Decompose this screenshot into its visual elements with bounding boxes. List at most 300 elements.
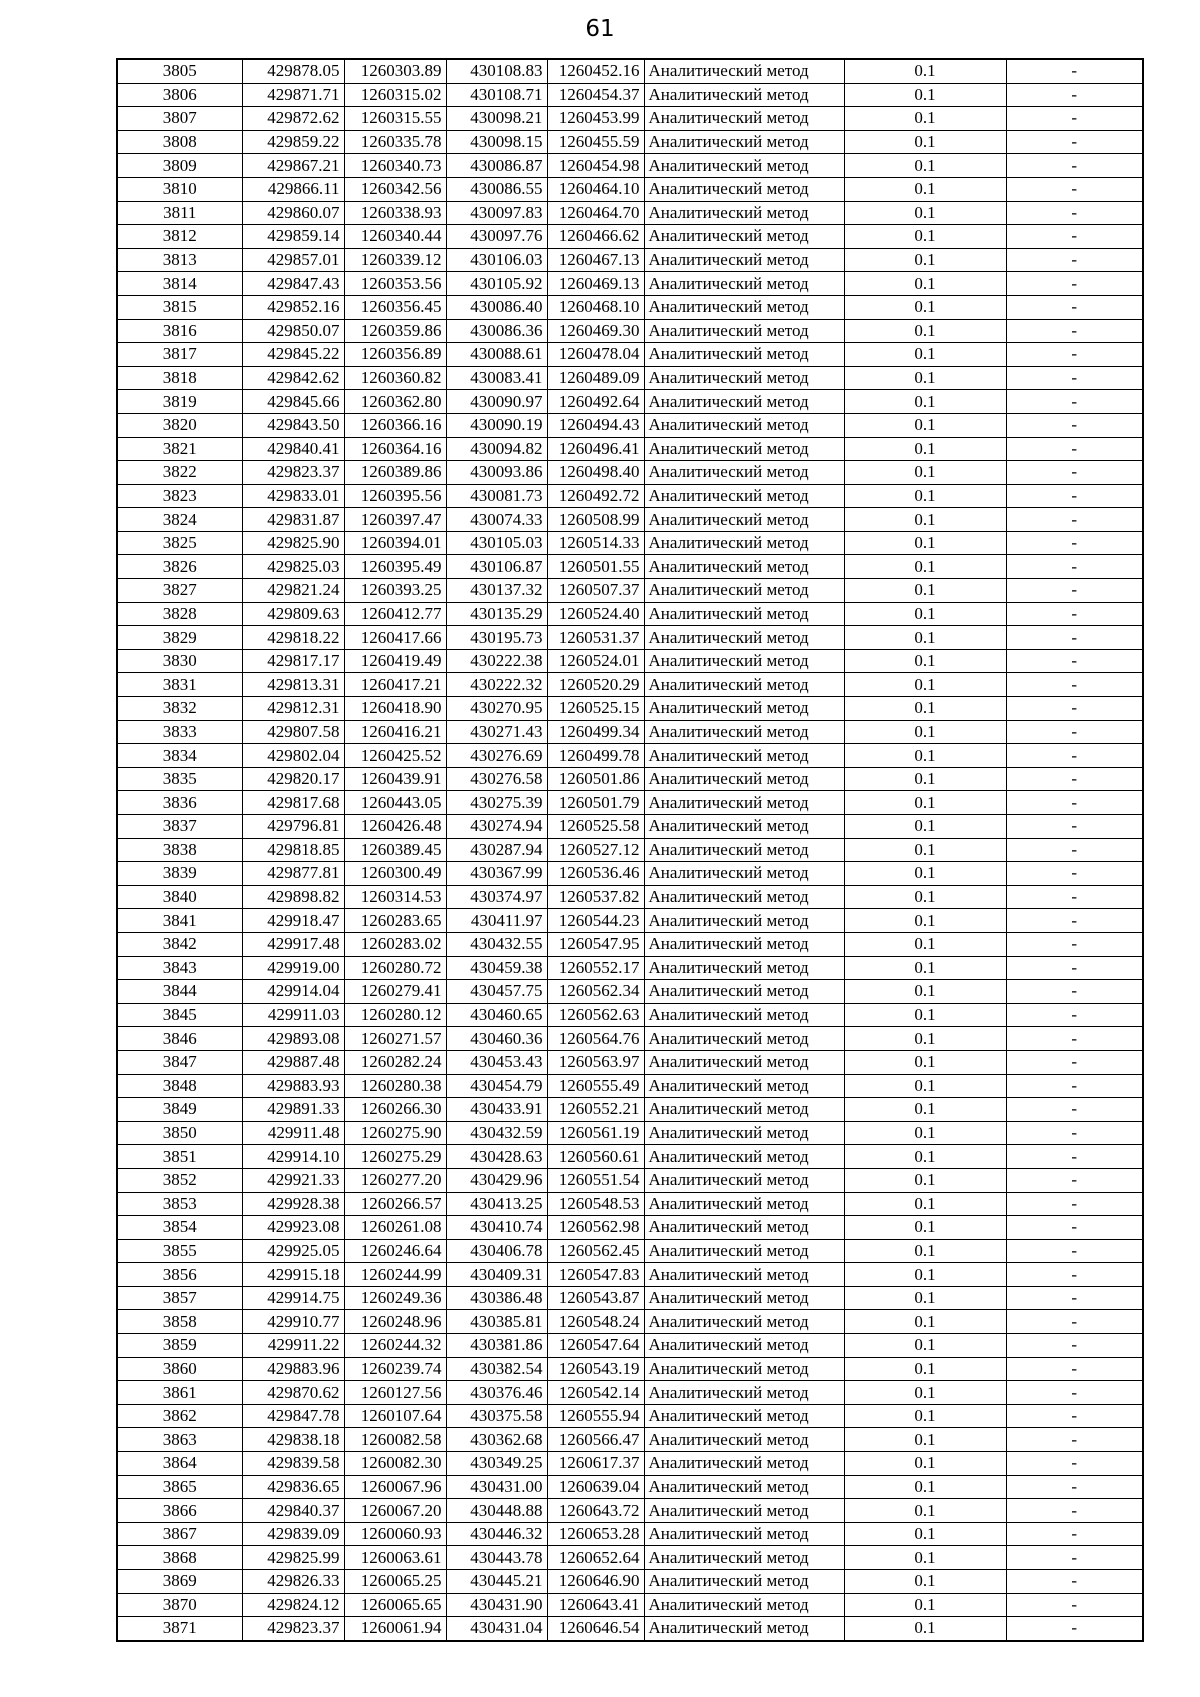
method-cell: Аналитический метод xyxy=(644,508,844,532)
y2-cell: 1260454.37 xyxy=(547,83,644,107)
point-number-cell: 3805 xyxy=(117,59,242,83)
x1-cell: 429919.00 xyxy=(242,956,344,980)
note-cell: - xyxy=(1006,673,1143,697)
table-row xyxy=(117,1074,1143,1098)
y2-cell: 1260646.90 xyxy=(547,1570,644,1594)
y1-cell: 1260275.90 xyxy=(344,1121,446,1145)
table-row xyxy=(117,885,1143,909)
note-cell: - xyxy=(1006,531,1143,555)
point-number-cell: 3817 xyxy=(117,343,242,367)
x1-cell: 429836.65 xyxy=(242,1475,344,1499)
x1-cell: 429911.48 xyxy=(242,1121,344,1145)
method-cell: Аналитический метод xyxy=(644,83,844,107)
x2-cell: 430271.43 xyxy=(446,720,547,744)
x1-cell: 429859.22 xyxy=(242,130,344,154)
y1-cell: 1260277.20 xyxy=(344,1168,446,1192)
y2-cell: 1260466.62 xyxy=(547,225,644,249)
x2-cell: 430275.39 xyxy=(446,791,547,815)
point-number-cell: 3827 xyxy=(117,579,242,603)
point-number-cell: 3851 xyxy=(117,1145,242,1169)
accuracy-cell: 0.1 xyxy=(844,767,1006,791)
y1-cell: 1260303.89 xyxy=(344,59,446,83)
accuracy-cell: 0.1 xyxy=(844,602,1006,626)
table-row xyxy=(117,1381,1143,1405)
table-row xyxy=(117,1239,1143,1263)
x1-cell: 429891.33 xyxy=(242,1098,344,1122)
note-cell: - xyxy=(1006,697,1143,721)
y2-cell: 1260639.04 xyxy=(547,1475,644,1499)
method-cell: Аналитический метод xyxy=(644,720,844,744)
point-number-cell: 3868 xyxy=(117,1546,242,1570)
accuracy-cell: 0.1 xyxy=(844,1499,1006,1523)
method-cell: Аналитический метод xyxy=(644,1570,844,1594)
x1-cell: 429914.04 xyxy=(242,980,344,1004)
point-number-cell: 3819 xyxy=(117,390,242,414)
x2-cell: 430428.63 xyxy=(446,1145,547,1169)
x1-cell: 429867.21 xyxy=(242,154,344,178)
method-cell: Аналитический метод xyxy=(644,295,844,319)
note-cell: - xyxy=(1006,1027,1143,1051)
y2-cell: 1260653.28 xyxy=(547,1522,644,1546)
x1-cell: 429923.08 xyxy=(242,1216,344,1240)
coordinates-table xyxy=(116,58,1144,1642)
method-cell: Аналитический метод xyxy=(644,1286,844,1310)
x2-cell: 430443.78 xyxy=(446,1546,547,1570)
accuracy-cell: 0.1 xyxy=(844,1334,1006,1358)
note-cell: - xyxy=(1006,508,1143,532)
accuracy-cell: 0.1 xyxy=(844,673,1006,697)
y1-cell: 1260300.49 xyxy=(344,862,446,886)
accuracy-cell: 0.1 xyxy=(844,177,1006,201)
x2-cell: 430090.19 xyxy=(446,413,547,437)
y1-cell: 1260239.74 xyxy=(344,1357,446,1381)
point-number-cell: 3842 xyxy=(117,932,242,956)
point-number-cell: 3837 xyxy=(117,815,242,839)
x2-cell: 430086.40 xyxy=(446,295,547,319)
method-cell: Аналитический метод xyxy=(644,1452,844,1476)
point-number-cell: 3808 xyxy=(117,130,242,154)
method-cell: Аналитический метод xyxy=(644,862,844,886)
point-number-cell: 3839 xyxy=(117,862,242,886)
x2-cell: 430094.82 xyxy=(446,437,547,461)
y1-cell: 1260248.96 xyxy=(344,1310,446,1334)
y2-cell: 1260501.79 xyxy=(547,791,644,815)
note-cell: - xyxy=(1006,744,1143,768)
accuracy-cell: 0.1 xyxy=(844,1121,1006,1145)
table-row xyxy=(117,319,1143,343)
point-number-cell: 3858 xyxy=(117,1310,242,1334)
table-row xyxy=(117,107,1143,131)
point-number-cell: 3856 xyxy=(117,1263,242,1287)
x2-cell: 430222.38 xyxy=(446,649,547,673)
table-row xyxy=(117,201,1143,225)
x2-cell: 430446.32 xyxy=(446,1522,547,1546)
y2-cell: 1260492.64 xyxy=(547,390,644,414)
method-cell: Аналитический метод xyxy=(644,390,844,414)
x1-cell: 429813.31 xyxy=(242,673,344,697)
y2-cell: 1260562.45 xyxy=(547,1239,644,1263)
note-cell: - xyxy=(1006,1522,1143,1546)
note-cell: - xyxy=(1006,154,1143,178)
point-number-cell: 3838 xyxy=(117,838,242,862)
method-cell: Аналитический метод xyxy=(644,437,844,461)
y1-cell: 1260360.82 xyxy=(344,366,446,390)
point-number-cell: 3845 xyxy=(117,1003,242,1027)
note-cell: - xyxy=(1006,932,1143,956)
method-cell: Аналитический метод xyxy=(644,1098,844,1122)
x1-cell: 429917.48 xyxy=(242,932,344,956)
note-cell: - xyxy=(1006,1334,1143,1358)
accuracy-cell: 0.1 xyxy=(844,484,1006,508)
x1-cell: 429796.81 xyxy=(242,815,344,839)
y1-cell: 1260271.57 xyxy=(344,1027,446,1051)
note-cell: - xyxy=(1006,1357,1143,1381)
accuracy-cell: 0.1 xyxy=(844,862,1006,886)
x2-cell: 430385.81 xyxy=(446,1310,547,1334)
x1-cell: 429878.05 xyxy=(242,59,344,83)
y1-cell: 1260249.36 xyxy=(344,1286,446,1310)
x1-cell: 429840.41 xyxy=(242,437,344,461)
note-cell: - xyxy=(1006,1050,1143,1074)
x1-cell: 429823.37 xyxy=(242,1617,344,1641)
y2-cell: 1260555.49 xyxy=(547,1074,644,1098)
table-row xyxy=(117,980,1143,1004)
note-cell: - xyxy=(1006,248,1143,272)
x2-cell: 430195.73 xyxy=(446,626,547,650)
y2-cell: 1260520.29 xyxy=(547,673,644,697)
method-cell: Аналитический метод xyxy=(644,1334,844,1358)
accuracy-cell: 0.1 xyxy=(844,154,1006,178)
x1-cell: 429883.93 xyxy=(242,1074,344,1098)
y1-cell: 1260353.56 xyxy=(344,272,446,296)
method-cell: Аналитический метод xyxy=(644,272,844,296)
point-number-cell: 3824 xyxy=(117,508,242,532)
method-cell: Аналитический метод xyxy=(644,932,844,956)
note-cell: - xyxy=(1006,555,1143,579)
method-cell: Аналитический метод xyxy=(644,791,844,815)
method-cell: Аналитический метод xyxy=(644,1499,844,1523)
x2-cell: 430105.92 xyxy=(446,272,547,296)
y2-cell: 1260507.37 xyxy=(547,579,644,603)
y2-cell: 1260552.21 xyxy=(547,1098,644,1122)
x2-cell: 430349.25 xyxy=(446,1452,547,1476)
y1-cell: 1260356.89 xyxy=(344,343,446,367)
table-row xyxy=(117,531,1143,555)
method-cell: Аналитический метод xyxy=(644,1192,844,1216)
table-row xyxy=(117,154,1143,178)
y1-cell: 1260082.30 xyxy=(344,1452,446,1476)
note-cell: - xyxy=(1006,767,1143,791)
y1-cell: 1260065.65 xyxy=(344,1593,446,1617)
method-cell: Аналитический метод xyxy=(644,177,844,201)
y2-cell: 1260508.99 xyxy=(547,508,644,532)
x1-cell: 429839.58 xyxy=(242,1452,344,1476)
point-number-cell: 3847 xyxy=(117,1050,242,1074)
table-row xyxy=(117,1121,1143,1145)
accuracy-cell: 0.1 xyxy=(844,1617,1006,1641)
y2-cell: 1260562.34 xyxy=(547,980,644,1004)
point-number-cell: 3859 xyxy=(117,1334,242,1358)
y2-cell: 1260469.13 xyxy=(547,272,644,296)
method-cell: Аналитический метод xyxy=(644,1381,844,1405)
y2-cell: 1260501.86 xyxy=(547,767,644,791)
accuracy-cell: 0.1 xyxy=(844,1522,1006,1546)
x2-cell: 430086.36 xyxy=(446,319,547,343)
point-number-cell: 3829 xyxy=(117,626,242,650)
y2-cell: 1260547.83 xyxy=(547,1263,644,1287)
y1-cell: 1260340.73 xyxy=(344,154,446,178)
point-number-cell: 3812 xyxy=(117,225,242,249)
x2-cell: 430457.75 xyxy=(446,980,547,1004)
method-cell: Аналитический метод xyxy=(644,1027,844,1051)
method-cell: Аналитический метод xyxy=(644,1357,844,1381)
x1-cell: 429877.81 xyxy=(242,862,344,886)
x2-cell: 430088.61 xyxy=(446,343,547,367)
accuracy-cell: 0.1 xyxy=(844,1546,1006,1570)
x1-cell: 429847.43 xyxy=(242,272,344,296)
y1-cell: 1260342.56 xyxy=(344,177,446,201)
note-cell: - xyxy=(1006,390,1143,414)
method-cell: Аналитический метод xyxy=(644,767,844,791)
accuracy-cell: 0.1 xyxy=(844,225,1006,249)
point-number-cell: 3871 xyxy=(117,1617,242,1641)
y1-cell: 1260338.93 xyxy=(344,201,446,225)
x1-cell: 429825.90 xyxy=(242,531,344,555)
x1-cell: 429839.09 xyxy=(242,1522,344,1546)
x2-cell: 430411.97 xyxy=(446,909,547,933)
table-row xyxy=(117,1357,1143,1381)
y1-cell: 1260067.96 xyxy=(344,1475,446,1499)
note-cell: - xyxy=(1006,1310,1143,1334)
method-cell: Аналитический метод xyxy=(644,1003,844,1027)
accuracy-cell: 0.1 xyxy=(844,461,1006,485)
point-number-cell: 3848 xyxy=(117,1074,242,1098)
point-number-cell: 3820 xyxy=(117,413,242,437)
note-cell: - xyxy=(1006,1192,1143,1216)
point-number-cell: 3818 xyxy=(117,366,242,390)
accuracy-cell: 0.1 xyxy=(844,59,1006,83)
y1-cell: 1260397.47 xyxy=(344,508,446,532)
accuracy-cell: 0.1 xyxy=(844,1452,1006,1476)
x1-cell: 429847.78 xyxy=(242,1404,344,1428)
x2-cell: 430287.94 xyxy=(446,838,547,862)
y1-cell: 1260244.32 xyxy=(344,1334,446,1358)
x2-cell: 430454.79 xyxy=(446,1074,547,1098)
x2-cell: 430409.31 xyxy=(446,1263,547,1287)
point-number-cell: 3813 xyxy=(117,248,242,272)
x2-cell: 430097.76 xyxy=(446,225,547,249)
table-row xyxy=(117,579,1143,603)
y1-cell: 1260283.02 xyxy=(344,932,446,956)
x1-cell: 429860.07 xyxy=(242,201,344,225)
point-number-cell: 3833 xyxy=(117,720,242,744)
accuracy-cell: 0.1 xyxy=(844,248,1006,272)
accuracy-cell: 0.1 xyxy=(844,1286,1006,1310)
accuracy-cell: 0.1 xyxy=(844,1357,1006,1381)
note-cell: - xyxy=(1006,83,1143,107)
method-cell: Аналитический метод xyxy=(644,956,844,980)
x2-cell: 430086.87 xyxy=(446,154,547,178)
x1-cell: 429821.24 xyxy=(242,579,344,603)
y1-cell: 1260426.48 xyxy=(344,815,446,839)
method-cell: Аналитический метод xyxy=(644,744,844,768)
y2-cell: 1260498.40 xyxy=(547,461,644,485)
note-cell: - xyxy=(1006,130,1143,154)
y2-cell: 1260525.15 xyxy=(547,697,644,721)
y2-cell: 1260468.10 xyxy=(547,295,644,319)
table-row xyxy=(117,815,1143,839)
y1-cell: 1260282.24 xyxy=(344,1050,446,1074)
accuracy-cell: 0.1 xyxy=(844,413,1006,437)
method-cell: Аналитический метод xyxy=(644,531,844,555)
y2-cell: 1260652.64 xyxy=(547,1546,644,1570)
x1-cell: 429921.33 xyxy=(242,1168,344,1192)
table-row xyxy=(117,1570,1143,1594)
y2-cell: 1260547.95 xyxy=(547,932,644,956)
y2-cell: 1260562.98 xyxy=(547,1216,644,1240)
accuracy-cell: 0.1 xyxy=(844,343,1006,367)
note-cell: - xyxy=(1006,1428,1143,1452)
y1-cell: 1260419.49 xyxy=(344,649,446,673)
y2-cell: 1260499.78 xyxy=(547,744,644,768)
note-cell: - xyxy=(1006,413,1143,437)
y2-cell: 1260496.41 xyxy=(547,437,644,461)
note-cell: - xyxy=(1006,461,1143,485)
x2-cell: 430098.15 xyxy=(446,130,547,154)
note-cell: - xyxy=(1006,862,1143,886)
accuracy-cell: 0.1 xyxy=(844,838,1006,862)
accuracy-cell: 0.1 xyxy=(844,932,1006,956)
note-cell: - xyxy=(1006,1145,1143,1169)
x1-cell: 429887.48 xyxy=(242,1050,344,1074)
x1-cell: 429817.17 xyxy=(242,649,344,673)
x2-cell: 430090.97 xyxy=(446,390,547,414)
point-number-cell: 3840 xyxy=(117,885,242,909)
table-row xyxy=(117,1286,1143,1310)
y2-cell: 1260563.97 xyxy=(547,1050,644,1074)
method-cell: Аналитический метод xyxy=(644,1593,844,1617)
accuracy-cell: 0.1 xyxy=(844,791,1006,815)
point-number-cell: 3822 xyxy=(117,461,242,485)
table-row xyxy=(117,555,1143,579)
point-number-cell: 3832 xyxy=(117,697,242,721)
accuracy-cell: 0.1 xyxy=(844,885,1006,909)
y2-cell: 1260524.01 xyxy=(547,649,644,673)
y2-cell: 1260562.63 xyxy=(547,1003,644,1027)
x1-cell: 429825.99 xyxy=(242,1546,344,1570)
y2-cell: 1260551.54 xyxy=(547,1168,644,1192)
accuracy-cell: 0.1 xyxy=(844,1593,1006,1617)
y2-cell: 1260566.47 xyxy=(547,1428,644,1452)
y1-cell: 1260395.56 xyxy=(344,484,446,508)
accuracy-cell: 0.1 xyxy=(844,626,1006,650)
note-cell: - xyxy=(1006,272,1143,296)
note-cell: - xyxy=(1006,1570,1143,1594)
x1-cell: 429812.31 xyxy=(242,697,344,721)
x2-cell: 430431.04 xyxy=(446,1617,547,1641)
table-row xyxy=(117,956,1143,980)
y2-cell: 1260564.76 xyxy=(547,1027,644,1051)
y2-cell: 1260643.41 xyxy=(547,1593,644,1617)
x2-cell: 430105.03 xyxy=(446,531,547,555)
point-number-cell: 3814 xyxy=(117,272,242,296)
point-number-cell: 3828 xyxy=(117,602,242,626)
y2-cell: 1260548.53 xyxy=(547,1192,644,1216)
table-row xyxy=(117,862,1143,886)
accuracy-cell: 0.1 xyxy=(844,1145,1006,1169)
y2-cell: 1260499.34 xyxy=(547,720,644,744)
point-number-cell: 3811 xyxy=(117,201,242,225)
note-cell: - xyxy=(1006,201,1143,225)
x1-cell: 429840.37 xyxy=(242,1499,344,1523)
table-row xyxy=(117,1216,1143,1240)
note-cell: - xyxy=(1006,838,1143,862)
x1-cell: 429915.18 xyxy=(242,1263,344,1287)
y2-cell: 1260544.23 xyxy=(547,909,644,933)
method-cell: Аналитический метод xyxy=(644,555,844,579)
x1-cell: 429914.75 xyxy=(242,1286,344,1310)
y1-cell: 1260261.08 xyxy=(344,1216,446,1240)
point-number-cell: 3821 xyxy=(117,437,242,461)
y2-cell: 1260454.98 xyxy=(547,154,644,178)
x2-cell: 430074.33 xyxy=(446,508,547,532)
point-number-cell: 3852 xyxy=(117,1168,242,1192)
x2-cell: 430432.59 xyxy=(446,1121,547,1145)
table-row xyxy=(117,272,1143,296)
note-cell: - xyxy=(1006,1381,1143,1405)
method-cell: Аналитический метод xyxy=(644,1050,844,1074)
table-row xyxy=(117,248,1143,272)
y1-cell: 1260443.05 xyxy=(344,791,446,815)
table-body xyxy=(117,59,1143,1641)
method-cell: Аналитический метод xyxy=(644,484,844,508)
x1-cell: 429883.96 xyxy=(242,1357,344,1381)
accuracy-cell: 0.1 xyxy=(844,909,1006,933)
note-cell: - xyxy=(1006,437,1143,461)
y1-cell: 1260362.80 xyxy=(344,390,446,414)
y2-cell: 1260467.13 xyxy=(547,248,644,272)
y1-cell: 1260340.44 xyxy=(344,225,446,249)
y1-cell: 1260280.72 xyxy=(344,956,446,980)
accuracy-cell: 0.1 xyxy=(844,1263,1006,1287)
method-cell: Аналитический метод xyxy=(644,225,844,249)
point-number-cell: 3841 xyxy=(117,909,242,933)
y1-cell: 1260394.01 xyxy=(344,531,446,555)
y1-cell: 1260067.20 xyxy=(344,1499,446,1523)
note-cell: - xyxy=(1006,366,1143,390)
y2-cell: 1260643.72 xyxy=(547,1499,644,1523)
x2-cell: 430459.38 xyxy=(446,956,547,980)
x2-cell: 430367.99 xyxy=(446,862,547,886)
note-cell: - xyxy=(1006,177,1143,201)
table-row xyxy=(117,744,1143,768)
point-number-cell: 3815 xyxy=(117,295,242,319)
accuracy-cell: 0.1 xyxy=(844,319,1006,343)
table-row xyxy=(117,295,1143,319)
x2-cell: 430135.29 xyxy=(446,602,547,626)
y2-cell: 1260547.64 xyxy=(547,1334,644,1358)
accuracy-cell: 0.1 xyxy=(844,555,1006,579)
note-cell: - xyxy=(1006,1499,1143,1523)
x1-cell: 429842.62 xyxy=(242,366,344,390)
note-cell: - xyxy=(1006,1003,1143,1027)
accuracy-cell: 0.1 xyxy=(844,744,1006,768)
y1-cell: 1260060.93 xyxy=(344,1522,446,1546)
table-row xyxy=(117,909,1143,933)
table-row xyxy=(117,130,1143,154)
table-row xyxy=(117,413,1143,437)
y2-cell: 1260524.40 xyxy=(547,602,644,626)
